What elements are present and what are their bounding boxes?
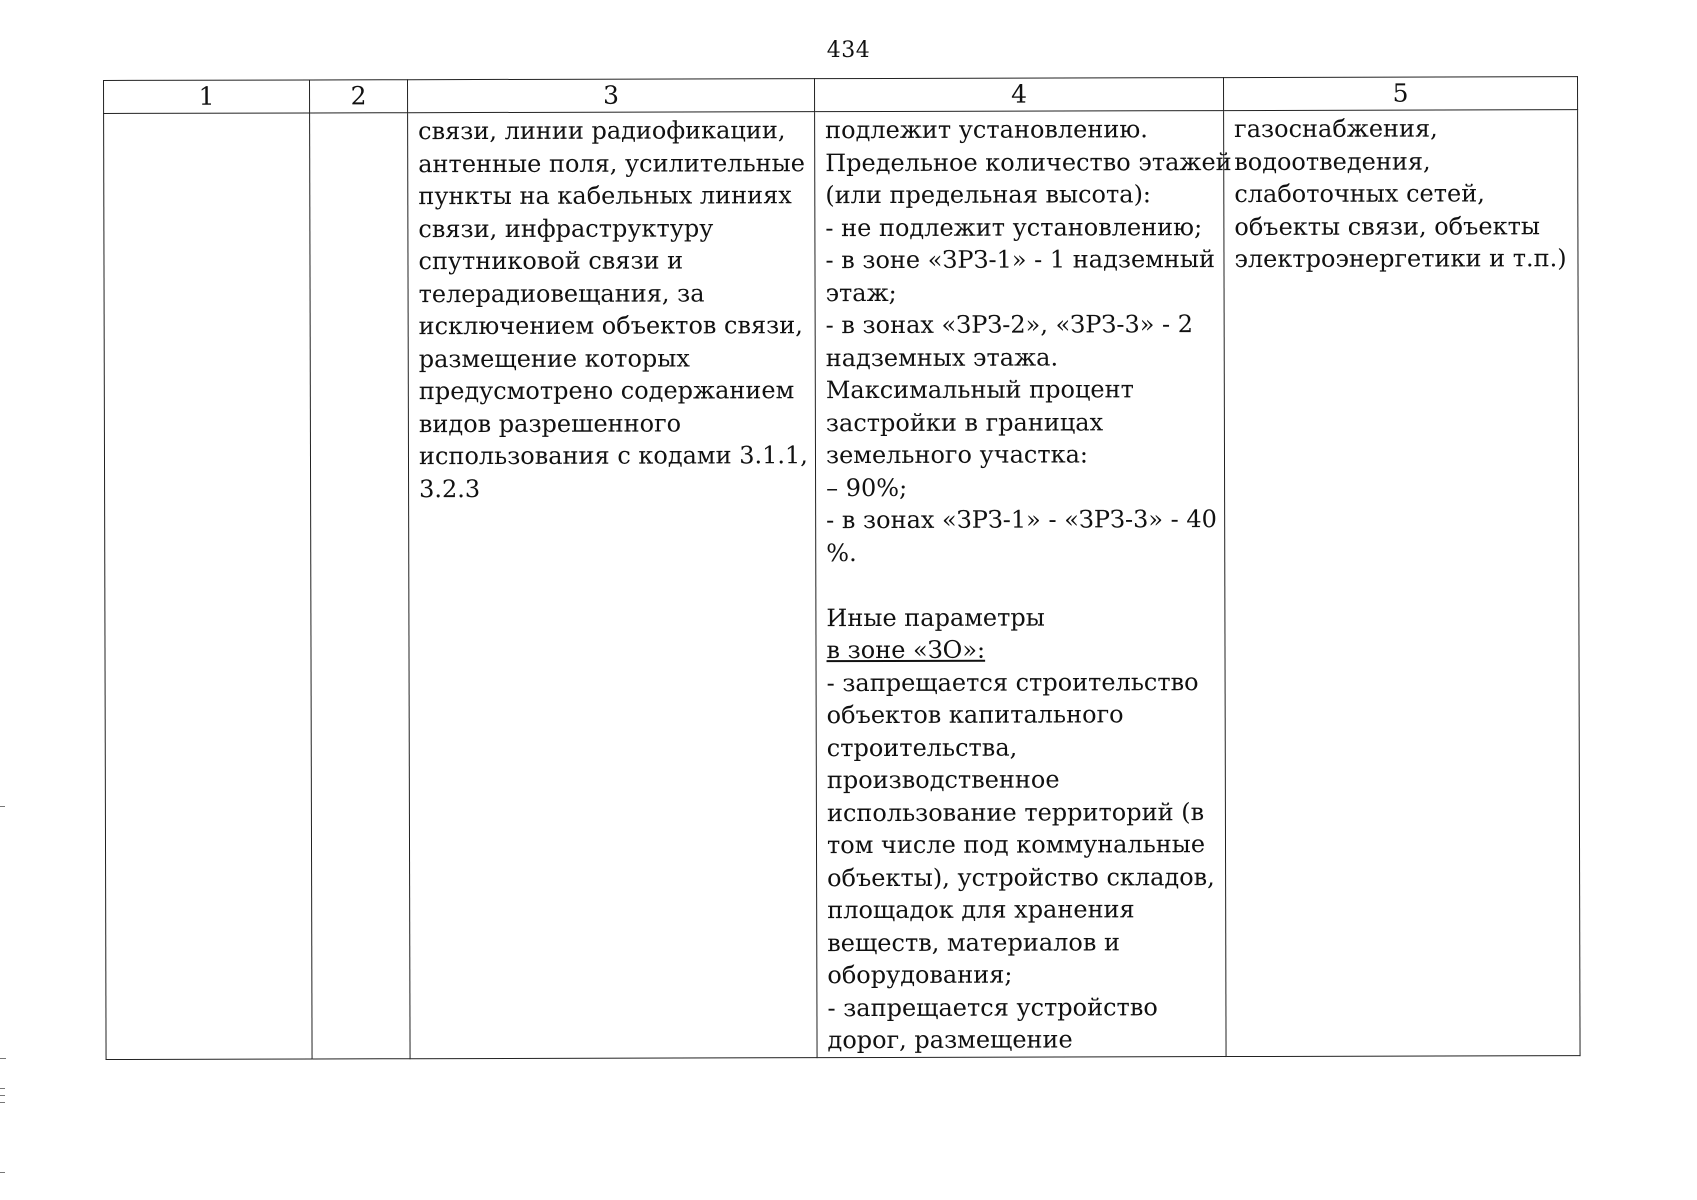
cell-line: размещение которых — [418, 343, 690, 373]
header-col-4: 4 — [814, 78, 1223, 112]
cell-line: пункты на кабельных линиях — [418, 181, 792, 211]
zone-heading: в зоне «ЗО»: — [826, 635, 986, 665]
cell-line: 3.2.3 — [419, 474, 481, 503]
cell-col-3 — [408, 112, 817, 1059]
cell-line: – 90%; — [826, 473, 908, 502]
header-row — [104, 77, 1578, 114]
cell-col-2 — [310, 113, 410, 1059]
cell-line: электроэнергетики и т.п.) — [1234, 244, 1567, 274]
cell-col-1 — [104, 113, 312, 1059]
cell-line: земельного участка: — [825, 440, 1089, 470]
cell-line: Максимальный процент — [825, 375, 1134, 405]
cell-line: %. — [826, 538, 857, 567]
header-col-5: 5 — [1223, 77, 1577, 111]
scan-mark — [0, 1095, 5, 1096]
cell-line: строительства, — [826, 733, 1018, 762]
header-col-1: 1 — [104, 80, 310, 114]
cell-line: объекты), устройство складов, — [827, 862, 1215, 892]
page-number: 434 — [826, 38, 871, 63]
cell-line: - в зонах «ЗРЗ-2», «ЗРЗ-3» - 2 — [825, 310, 1194, 340]
cell-col-4 — [815, 111, 1232, 1058]
table-row — [104, 110, 1580, 1059]
cell-line: том числе под коммунальные — [826, 830, 1206, 860]
scan-mark — [0, 1058, 6, 1059]
cell-line: предусмотрено содержанием — [418, 376, 795, 406]
cell-line: (или предельная высота): — [825, 180, 1152, 210]
cell-line: использования с кодами 3.1.1, — [418, 441, 808, 471]
cell-line: Иные параметры — [826, 603, 1045, 632]
cell-line: - не подлежит установлению; — [825, 212, 1203, 242]
cell-line: объекты связи, объекты — [1234, 211, 1541, 241]
cell-line: использование территорий (в — [826, 797, 1205, 827]
cell-line: слаботочных сетей, — [1234, 179, 1485, 209]
cell-line: видов разрешенного — [418, 408, 682, 438]
cell-line: оборудования; — [827, 960, 1013, 990]
cell-line: водоотведения, — [1234, 147, 1431, 176]
cell-line: газоснабжения, — [1234, 114, 1438, 144]
cell-line: Предельное количество этажей — [825, 147, 1232, 177]
scan-mark — [0, 806, 5, 807]
cell-line: надземных этажа. — [825, 343, 1059, 372]
cell-line: производственное — [826, 765, 1060, 795]
document-table — [103, 76, 1581, 1059]
cell-line: веществ, материалов и — [827, 927, 1120, 957]
scan-mark — [0, 1088, 5, 1089]
scan-mark — [0, 1102, 5, 1103]
cell-line: - в зонах «ЗРЗ-1» - «ЗРЗ-3» - 40 — [826, 505, 1217, 535]
cell-line: спутниковой связи и — [418, 246, 684, 276]
header-col-2: 2 — [310, 80, 408, 113]
scan-mark — [0, 1172, 5, 1173]
cell-line: антенные поля, усилительные — [418, 148, 805, 178]
cell-line: застройки в границах — [825, 407, 1104, 437]
cell-line: телерадиовещания, за — [418, 278, 705, 308]
header-col-3: 3 — [408, 79, 815, 113]
cell-line: - запрещается строительство — [826, 667, 1199, 697]
cell-line: дорог, размещение — [827, 1025, 1073, 1055]
cell-line: объектов капитального — [826, 700, 1124, 730]
cell-line: исключением объектов связи, — [418, 311, 803, 341]
cell-line: подлежит установлению. — [825, 115, 1148, 145]
cell-line: этаж; — [825, 278, 897, 307]
paragraph-gap — [826, 568, 1214, 602]
cell-line: связи, линии радиофикации, — [418, 116, 786, 146]
cell-line: - запрещается устройство — [827, 992, 1158, 1022]
cell-line: - в зоне «ЗРЗ-1» - 1 надземный — [825, 245, 1215, 275]
cell-line: связи, инфраструктуру — [418, 213, 714, 243]
cell-col-5 — [1224, 110, 1580, 1056]
cell-line: площадок для хранения — [827, 895, 1135, 925]
